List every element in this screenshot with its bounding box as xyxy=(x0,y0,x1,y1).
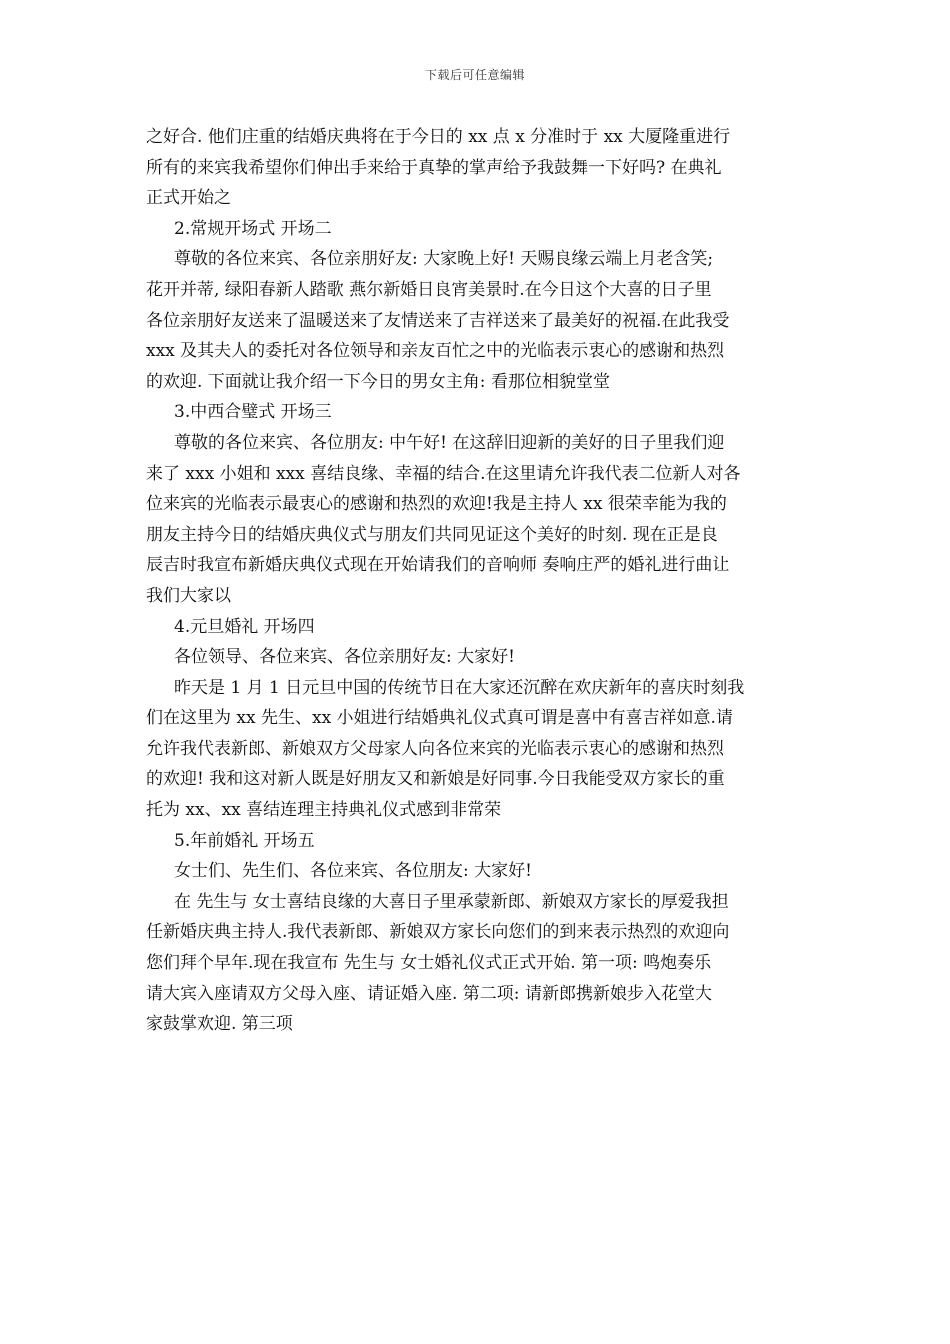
text-line: 尊敬的各位来宾、各位朋友: 中午好! 在这辞旧迎新的美好的日子里我们迎 xyxy=(174,432,725,453)
text-line: 在 先生与 女士喜结良缘的大喜日子里承蒙新郎、新娘双方家长的厚爱我担 xyxy=(174,891,729,912)
text-line: 来了 xxx 小姐和 xxx 喜结良缘、幸福的结合.在这里请允许我代表二位新人对各 xyxy=(146,463,741,484)
text-line: 所有的来宾我希望你们伸出手来给于真挚的掌声给予我鼓舞一下好吗? 在典礼 xyxy=(146,157,722,178)
text-line: 任新婚庆典主持人.我代表新郎、新娘双方家长向您们的到来表示热烈的欢迎向 xyxy=(146,922,730,943)
text-line: xxx 及其夫人的委托对各位领导和亲友百忙之中的光临表示衷心的感谢和热烈 xyxy=(146,341,725,362)
text-line: 花开并蒂, 绿阳春新人踏歌 燕尔新婚日良宵美景时.在今日这个大喜的日子里 xyxy=(146,279,712,300)
text-line: 托为 xx、xx 喜结连理主持典礼仪式感到非常荣 xyxy=(146,800,502,821)
text-line: 家鼓掌欢迎. 第三项 xyxy=(146,1014,293,1035)
text-line: 的欢迎! 我和这对新人既是好朋友又和新娘是好同事.今日我能受双方家长的重 xyxy=(146,769,725,790)
text-line: 们在这里为 xx 先生、xx 小姐进行结婚典礼仪式真可谓是喜中有喜吉祥如意.请 xyxy=(146,708,733,729)
text-line: 2.常规开场式 开场二 xyxy=(174,218,332,239)
text-line: 的欢迎. 下面就让我介绍一下今日的男女主角: 看那位相貌堂堂 xyxy=(146,371,610,392)
text-line: 之好合. 他们庄重的结婚庆典将在于今日的 xx 点 x 分准时于 xx 大厦隆重进行 xyxy=(146,127,731,147)
page-header: 下载后可任意编辑 xyxy=(424,68,525,82)
text-line: 4.元旦婚礼 开场四 xyxy=(174,616,315,637)
text-line: 昨天是 1 月 1 日元旦中国的传统节日在大家还沉醉在欢庆新年的喜庆时刻我 xyxy=(174,677,745,698)
text-line: 尊敬的各位来宾、各位亲朋好友: 大家晚上好! 天赐良缘云端上月老含笑; xyxy=(174,249,714,270)
text-line: 各位亲朋好友送来了温暖送来了友情送来了吉祥送来了最美好的祝福.在此我受 xyxy=(146,310,730,331)
text-line: 女士们、先生们、各位来宾、各位朋友: 大家好! xyxy=(174,861,532,882)
text-line: 辰吉时我宣布新婚庆典仪式现在开始请我们的音响师 奏响庄严的婚礼进行曲让 xyxy=(146,555,730,576)
text-line: 位来宾的光临表示最衷心的感谢和热烈的欢迎!我是主持人 xx 很荣幸能为我的 xyxy=(146,494,727,515)
text-line: 朋友主持今日的结婚庆典仪式与朋友们共同见证这个美好的时刻. 现在正是良 xyxy=(146,524,718,545)
text-line: 我们大家以 xyxy=(146,585,231,606)
document-body xyxy=(146,122,806,1040)
text-line: 3.中西合璧式 开场三 xyxy=(174,402,332,423)
text-line: 各位领导、各位来宾、各位亲朋好友: 大家好! xyxy=(174,647,515,668)
text-line: 正式开始之 xyxy=(146,188,231,209)
text-line: 5.年前婚礼 开场五 xyxy=(174,830,315,851)
text-line: 您们拜个早年.现在我宣布 先生与 女士婚礼仪式正式开始. 第一项: 鸣炮奏乐 xyxy=(146,953,712,974)
text-line: 允许我代表新郎、新娘双方父母家人向各位来宾的光临表示衷心的感谢和热烈 xyxy=(146,738,724,759)
text-line: 请大宾入座请双方父母入座、请证婚入座. 第二项: 请新郎携新娘步入花堂大 xyxy=(146,983,712,1004)
